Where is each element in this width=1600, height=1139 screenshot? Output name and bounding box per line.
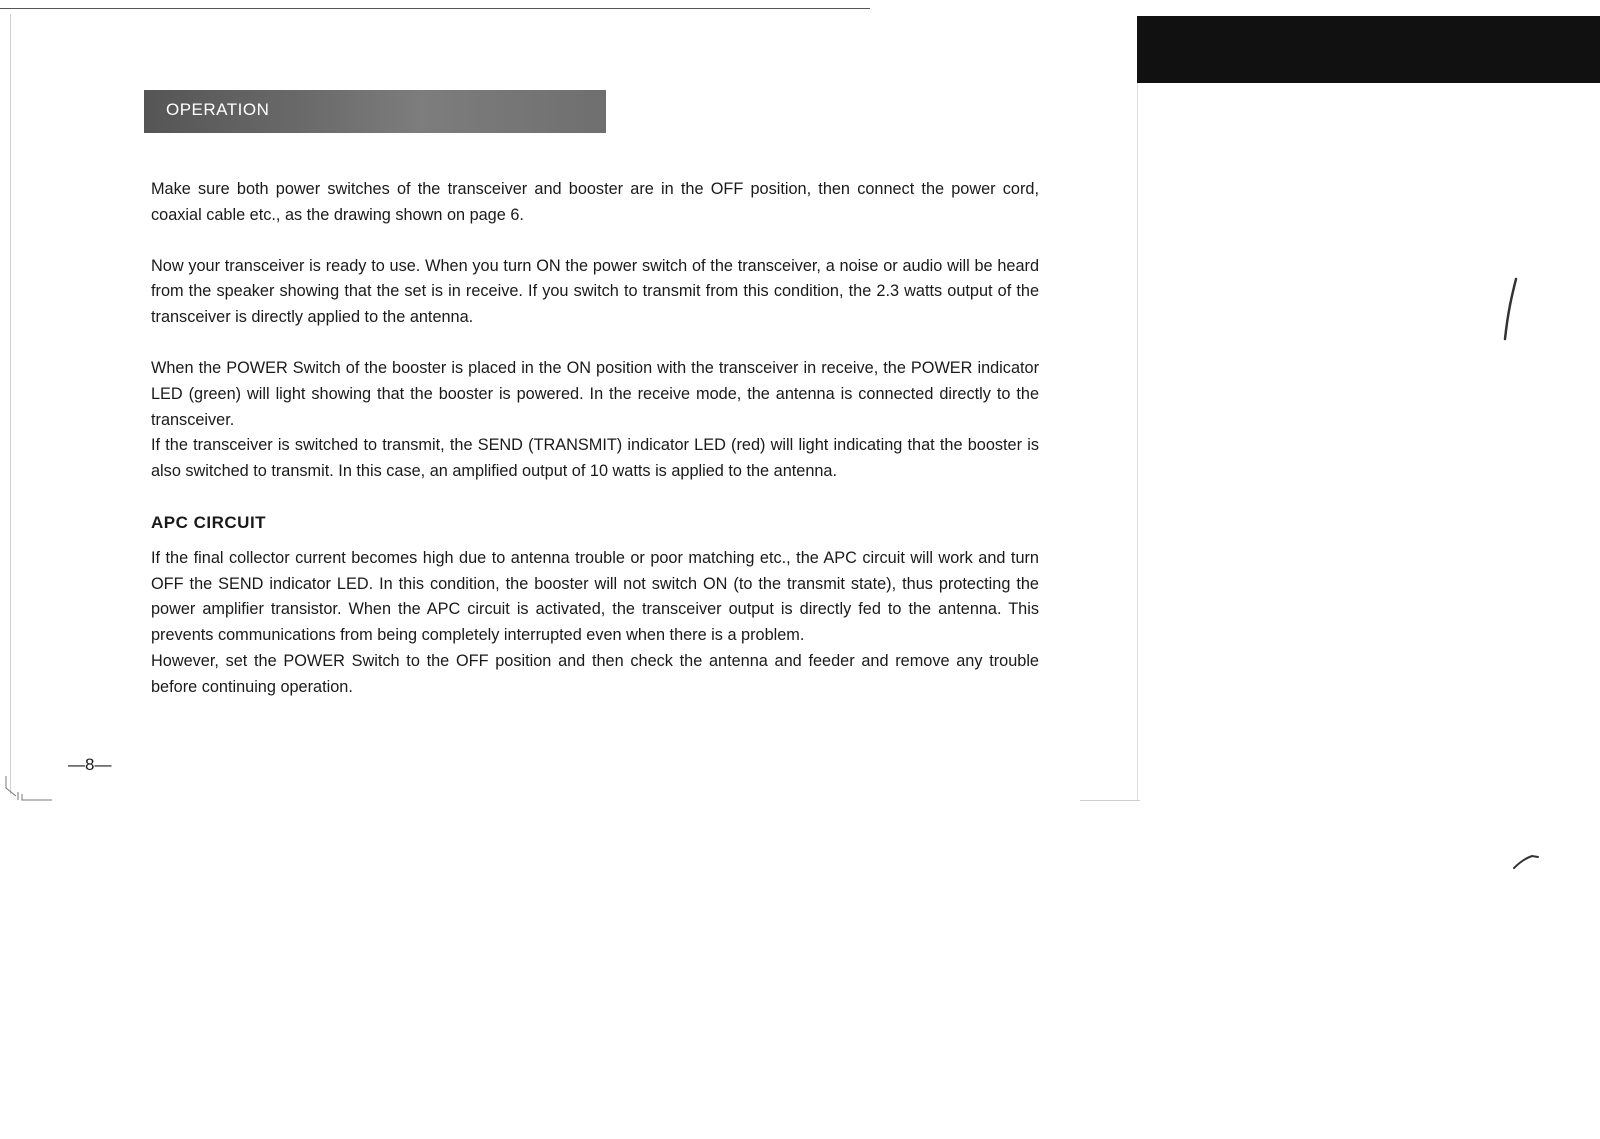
pen-stroke-mark — [1500, 277, 1520, 343]
paragraph-connection: Make sure both power switches of the transceiver and booster are in the OFF position, then connect the power cord, coaxial cable etc., as the drawing shown on page 6. — [151, 180, 1039, 224]
top-rule — [0, 8, 870, 9]
corner-scan-mark — [4, 774, 54, 804]
pen-stroke-mark-small — [1512, 852, 1540, 870]
paragraph-booster-transmit: If the transceiver is switched to transmit, the SEND (TRANSMIT) indicator LED (red) will light indicating that the booster is also switched to transmit. In this case, an amplified output of 10 watts is applied to the antenna. — [151, 436, 1039, 481]
facing-page-black-band — [1137, 16, 1600, 83]
apc-heading: APC CIRCUIT — [151, 512, 267, 532]
paragraph-apc-warning: However, set the POWER Switch to the OFF position and then check the antenna and feeder and remove any trouble before continuing operation. — [151, 651, 1039, 696]
section-banner — [144, 90, 606, 133]
paragraph-booster-receive: When the POWER Switch of the booster is placed in the ON position with the transceiver in receive, the POWER indicator LED (green) will light showing that the booster is powered. In the receive mode, the antenna is connected directly to the transceiver. — [151, 358, 1039, 429]
page-left-edge — [10, 14, 11, 794]
paragraph-ready: Now your transceiver is ready to use. When you turn ON the power switch of the transceiver, a noise or audio will be heard from the speaker showing that the set is in receive. If you switch to transmit from this condition, the 2.3 watts output of the transceiver is directly applied to the antenna. — [151, 256, 1039, 327]
page-content — [151, 177, 1039, 726]
section-title: OPERATION — [166, 100, 270, 119]
paragraph-apc-function: If the final collector current becomes high due to antenna trouble or poor matching etc., the APC circuit will work and turn OFF the SEND indicator LED. In this condition, the booster will not switch ON (to the transmit state), thus protecting the power amplifier transistor. When the APC circuit is activated, the transceiver output is directly fed to the antenna. This prevents communications from being completely interrupted even when there is a problem. — [151, 548, 1039, 645]
bottom-rule — [1080, 800, 1140, 801]
page-number: —8— — [68, 755, 112, 774]
page-fold-line — [1137, 80, 1138, 800]
